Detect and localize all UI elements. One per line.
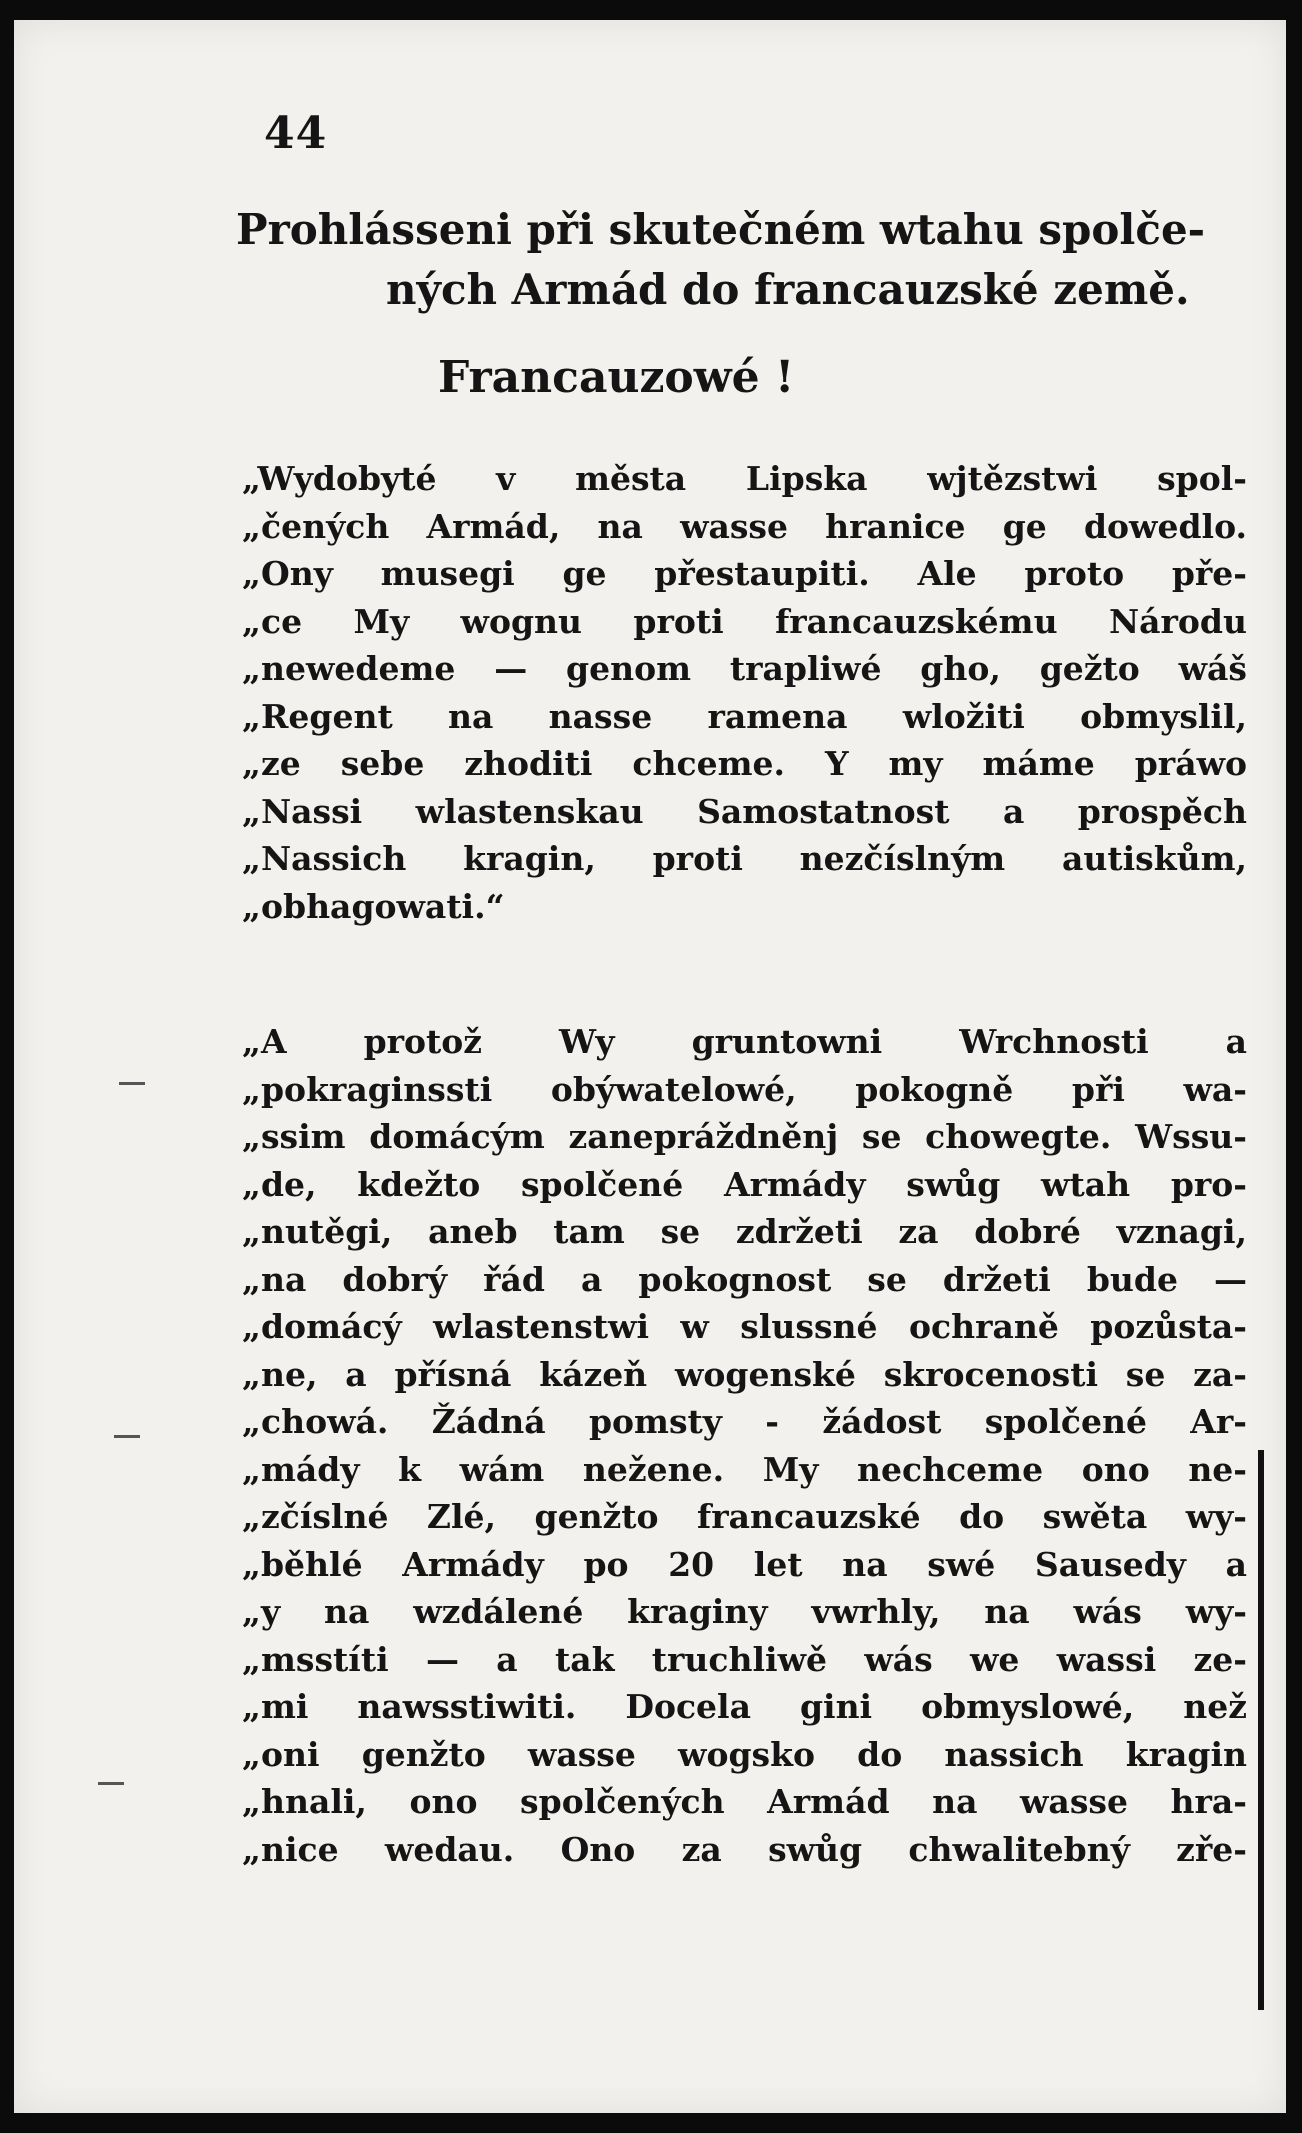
margin-mark — [119, 1082, 145, 1085]
paragraph-1 — [242, 455, 1247, 930]
paragraph-2 — [242, 1018, 1247, 1873]
text-line: „y na wzdálené kraginy vwrhly, na wás wy- — [242, 1592, 1247, 1631]
text-line: „chowá. Žádná pomsty - žádost spolčené Ar- — [242, 1402, 1247, 1441]
text-line: „Nassich kragin, proti nezčíslným autiskům, — [242, 839, 1247, 878]
text-line: „obhagowati.“ — [242, 886, 505, 926]
text-line: „ze sebe zhoditi chceme. Y my máme práwo — [242, 744, 1247, 783]
text-line: „nice wedau. Ono za swůg chwalitebný zře- — [242, 1829, 1247, 1869]
page-title — [236, 200, 1246, 320]
text-line: „newedeme — genom trapliwé gho, gežto wáš — [242, 649, 1247, 688]
text-line: „domácý wlastenstwi w slussné ochraně pozůsta- — [242, 1307, 1247, 1346]
text-line: „Wydobyté v města Lipska wjtězstwi spol- — [242, 459, 1247, 498]
text-line: „pokraginssti obýwatelowé, pokogně při wa- — [242, 1069, 1247, 1109]
text-line: „ce My wognu proti francauzskému Národu — [242, 601, 1247, 641]
text-line: „mi nawsstiwiti. Docela gini obmyslowé, než — [242, 1687, 1247, 1726]
page-edge-shadow — [1258, 1450, 1264, 2010]
text-line: „hnali, ono spolčených Armád na wasse hra- — [242, 1782, 1247, 1821]
text-line: „nutěgi, aneb tam se zdržeti za dobré vznagi, — [242, 1212, 1247, 1251]
text-line: „ssim domácým zanepráždněnj se chowegte. Wssu- — [242, 1117, 1247, 1156]
title-line: ných Armád do francauzské země. — [386, 265, 1190, 314]
text-line: „běhlé Armády po 20 let na swé Sausedy a — [242, 1544, 1247, 1584]
margin-mark — [98, 1782, 124, 1785]
book-page — [14, 20, 1286, 2113]
text-line: „msstíti — a tak truchliwě wás we wassi ze- — [242, 1639, 1247, 1679]
margin-mark — [114, 1435, 140, 1438]
text-line: „Ony musegi ge přestaupiti. Ale proto pře- — [242, 554, 1247, 593]
salutation: Francauzowé ! — [438, 352, 795, 403]
text-line: „Nassi wlastenskau Samostatnost a prospěch — [242, 791, 1247, 831]
page-number: 44 — [264, 108, 328, 159]
text-line: „ne, a přísná kázeň wogenské skrocenosti se za- — [242, 1354, 1247, 1394]
text-line: „oni genžto wasse wogsko do nassich kragin — [242, 1734, 1247, 1774]
text-line: „de, kdežto spolčené Armády swůg wtah pro- — [242, 1164, 1247, 1204]
text-line: „Regent na nasse ramena wložiti obmyslil, — [242, 696, 1247, 736]
text-line: „A protož Wy gruntowni Wrchnosti a — [242, 1022, 1247, 1061]
text-line: „mády k wám nežene. My nechceme ono ne- — [242, 1449, 1247, 1489]
text-line: „na dobrý řád a pokognost se držeti bude — — [242, 1259, 1247, 1299]
title-line: Prohlásseni při skutečném wtahu spolče- — [236, 205, 1206, 254]
text-line: „čených Armád, na wasse hranice ge dowedlo. — [242, 506, 1247, 546]
text-line: „zčíslné Zlé, genžto francauzské do swěta wy- — [242, 1497, 1247, 1536]
